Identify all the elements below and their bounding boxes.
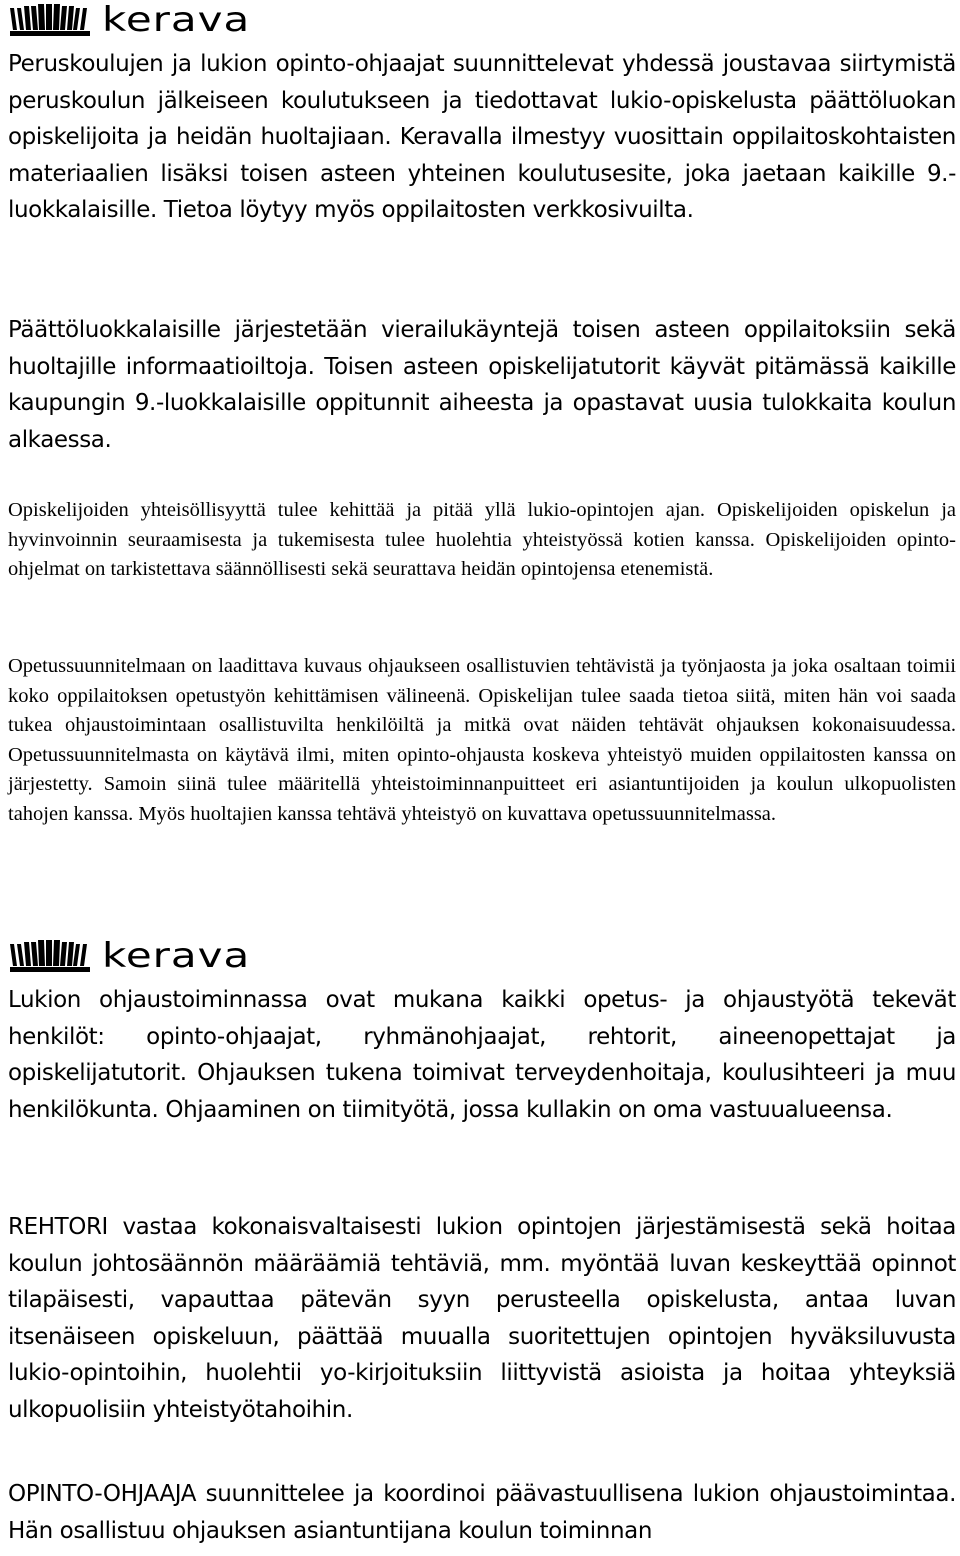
kerava-logo <box>8 936 250 976</box>
paragraph-principal-duties: REHTORI vastaa kokonaisvaltaisesti lukion opintojen järjestämisestä sekä hoitaa koulun johtosäännön määräämiä tehtäviä, mm. myöntää luvan keskeyttää opinnot tilapäisesti, vapauttaa pätevän syyn perusteella opiskelusta, antaa luvan itsenäiseen opiskeluun, päättää muualla suoritettujen opintojen hyväksiluvusta lukio-opintoihin, huolehtii yo-kirjoituksiin liittyvistä asioista ja hoitaa yhteyksiä ulkopuolisiin yhteistyötahoihin. <box>8 1214 956 1423</box>
paragraph-student-community: Opiskelijoiden yhteisöllisyyttä tulee kehittää ja pitää yllä lukio-opintojen ajan. Opiskelijoiden opiskelun ja hyvinvoinnin seuraamisesta ja tukemisesta tulee huolehtia yhteistyössä kotien kanssa. Opiskelijoiden opinto-ohjelmat on tarkistettava säännöllisesti sekä seurattava heidän opintojensa etenemistä. <box>8 499 956 581</box>
paragraph-transition-guidance: Peruskoulujen ja lukion opinto-ohjaajat suunnittelevat yhdessä joustavaa siirtymistä peruskoulun jälkeiseen koulutukseen ja tiedottavat lukio-opiskelusta päättöluokan opiskelijoita ja heidän huoltajiaan. Keravalla ilmestyy vuosittain oppilaitoskohtaisten materiaalien lisäksi toisen asteen yhteinen koulutusesite, joka jaetaan kaikille 9.-luokkalaisille. Tietoa löytyy myös oppilaitosten verkkosivuilta. <box>8 51 956 223</box>
kerava-wordmark: kerava <box>102 936 251 976</box>
paragraph-visits-and-info-evenings: Päättöluokkalaisille järjestetään vierailukäyntejä toisen asteen oppilaitoksiin sekä huoltajille informaatioiltoja. Toisen asteen opiskelijatutorit käyvät pitämässä kaikille kaupungin 9.-luokkalaisille oppitunnit aiheesta ja opastavat uusia tulokkaita koulun alkaessa. <box>8 317 956 453</box>
kerava-logo <box>8 0 250 40</box>
kerava-wordmark: kerava <box>102 0 251 40</box>
paragraph-guidance-staff: Lukion ohjaustoiminnassa ovat mukana kaikki opetus- ja ohjaustyötä tekevät henkilöt: opinto-ohjaajat, ryhmänohjaajat, rehtorit, aineenopettajat ja opiskelijatutorit. Ohjauksen tukena toimivat terveydenhoitaja, koulusihteeri ja muu henkilökunta. Ohjaaminen on tiimityötä, jossa kullakin on oma vastuualueensa. <box>8 987 956 1123</box>
kerava-crown-logo-icon <box>8 936 96 976</box>
kerava-crown-logo-icon <box>8 0 96 40</box>
paragraph-counsellor-duties: OPINTO-OHJAAJA suunnittelee ja koordinoi päävastuullisena lukion ohjaustoimintaa. Hän osallistuu ohjauksen asiantuntijana koulun toiminnan <box>8 1481 956 1544</box>
paragraph-curriculum-guidance: Opetussuunnitelmaan on laadittava kuvaus ohjaukseen osallistuvien tehtävistä ja työnjaosta ja joka osaltaan toimii koko oppilaitoksen opetustyön kehittämisen välineenä. Opiskelijan tulee saada tietoa siitä, miten hän voi saada tukea ohjaustoimintaan osallistuvilta henkilöiltä ja mitkä ovat näiden tehtävät ohjauksen kokonaisuudessa. Opetussuunnitelmasta on käytävä ilmi, miten opinto-ohjausta koskeva yhteistyö muiden oppilaitosten kanssa on järjestetty. Samoin siinä tulee määritellä yhteistoiminnanpuitteet eri asiantuntijoiden ja koulun ulkopuolisten tahojen kanssa. Myös huoltajien kanssa tehtävä yhteistyö on kuvattava opetussuunnitelmassa. <box>8 655 956 825</box>
